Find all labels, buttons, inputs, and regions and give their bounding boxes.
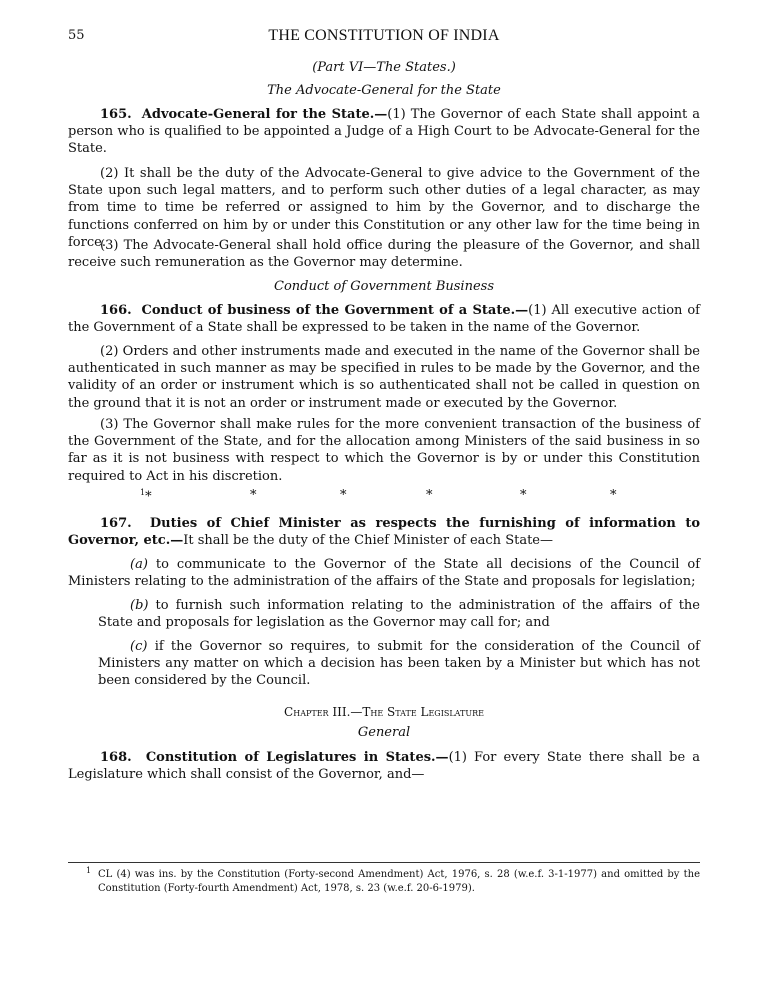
general-heading: General (357, 725, 411, 740)
omission-marker: $^1$* (140, 488, 152, 505)
section-168-title: Constitution of Legislatures in States.— (145, 750, 449, 765)
footnote-text: CL (4) was ins. by the Constitution (Forty-second Amendment) Act, 1976, s. 28 (w.e.f. 3-1-1977) and omitted by the Constitution (Forty-fourth Amendment) Act, 1978, s. 23 (w.e.f. 20-6-1979). (98, 869, 700, 894)
section-167-intro: It shall be the duty of the Chief Minister of each State— (183, 533, 553, 549)
section-167-title: Duties of Chief Minister as respects the furnishing of information to Governor, etc.— (68, 516, 700, 549)
page-number: 55 (68, 28, 85, 43)
section-168-text-1: (1) For every State there shall be a Legislature which shall consist of the Governor, and— (68, 750, 701, 783)
clause-c-label: (c) (130, 639, 148, 654)
section-166-para-3: (3) The Governor shall make rules for the more convenient transaction of the business of the Government of the State, and for the allocation among Ministers of the said business in so far as it is not business with respect to which the Governor is by or under this Constitution required to Act in his discretion. (68, 417, 700, 484)
conduct-heading: Conduct of Government Business (274, 279, 494, 294)
clause-a-label: (a) (130, 557, 148, 572)
chapter-heading: Chapter III.—The State Legislature (284, 705, 484, 719)
footnote-marker: 1 (86, 866, 92, 875)
section-167-para-1 (68, 515, 700, 549)
section-165-text-1: (1) The Governor of each State shall appoint a person who is qualified to be appointed a Judge of a High Court to be Advocate-General for the State. (68, 107, 700, 157)
section-167-number: 167. (100, 516, 132, 531)
star: * (340, 488, 347, 503)
section-167-clause-c (98, 638, 700, 690)
footnote-divider (68, 862, 700, 863)
part-label: (Part VI—The States.) (312, 60, 456, 75)
clause-a-text: to communicate to the Governor of the State all decisions of the Council of Ministers relating to the administration of the affairs of the State and proposals for legislation; (68, 557, 701, 590)
section-167-clause-b (98, 597, 700, 631)
section-167-clause-a (68, 556, 700, 590)
clause-b-label: (b) (130, 598, 149, 613)
section-166-number: 166. (100, 303, 132, 318)
star: * (426, 488, 433, 503)
section-165-title: Advocate-General for the State.— (141, 107, 388, 122)
section-165-para-3: (3) The Advocate-General shall hold office during the pleasure of the Governor, and shall receive such remuneration as the Governor may determine. (68, 238, 700, 271)
section-166-para-2: (2) Orders and other instruments made and executed in the name of the Governor shall be authenticated in such manner as may be specified in rules to be made by the Governor, and the validity of an order or instrument which is so authenticated shall not be called in question on the ground that it is not an order or instrument made or executed by the Governor. (68, 344, 700, 411)
section-165-number: 165. (100, 107, 132, 122)
star: * (520, 488, 527, 503)
section-166-title: Conduct of business of the Government of a State.— (141, 303, 529, 318)
advocate-general-heading: The Advocate-General for the State (267, 83, 501, 98)
section-168-number: 168. (100, 750, 132, 765)
running-title: THE CONSTITUTION OF INDIA (268, 27, 500, 44)
star: * (250, 488, 257, 503)
section-165-para-1 (68, 106, 700, 158)
section-168-para-1 (68, 749, 700, 783)
section-165-para-2: (2) It shall be the duty of the Advocate-General to give advice to the Government of the State upon such legal matters, and to perform such other duties of a legal character, as may from time to time be referred or assigned to him by the Governor, and to discharge the functions conferred on him by or under this Constitution or any other law for the time being in force. (68, 166, 700, 250)
section-166-para-1 (68, 302, 700, 336)
clause-b-text: to furnish such information relating to the administration of the affairs of the State and proposals for legislation as the Governor may call for; and (98, 598, 700, 631)
clause-c-text: if the Governor so requires, to submit for the consideration of the Council of Ministers any matter on which a decision has been taken by a Minister but which has not been considered by the Council. (98, 639, 700, 689)
star: * (610, 488, 617, 503)
section-166-text-1: (1) All executive action of the Government of a State shall be expressed to be taken in the name of the Governor. (68, 303, 700, 336)
omission-stars (140, 488, 620, 506)
